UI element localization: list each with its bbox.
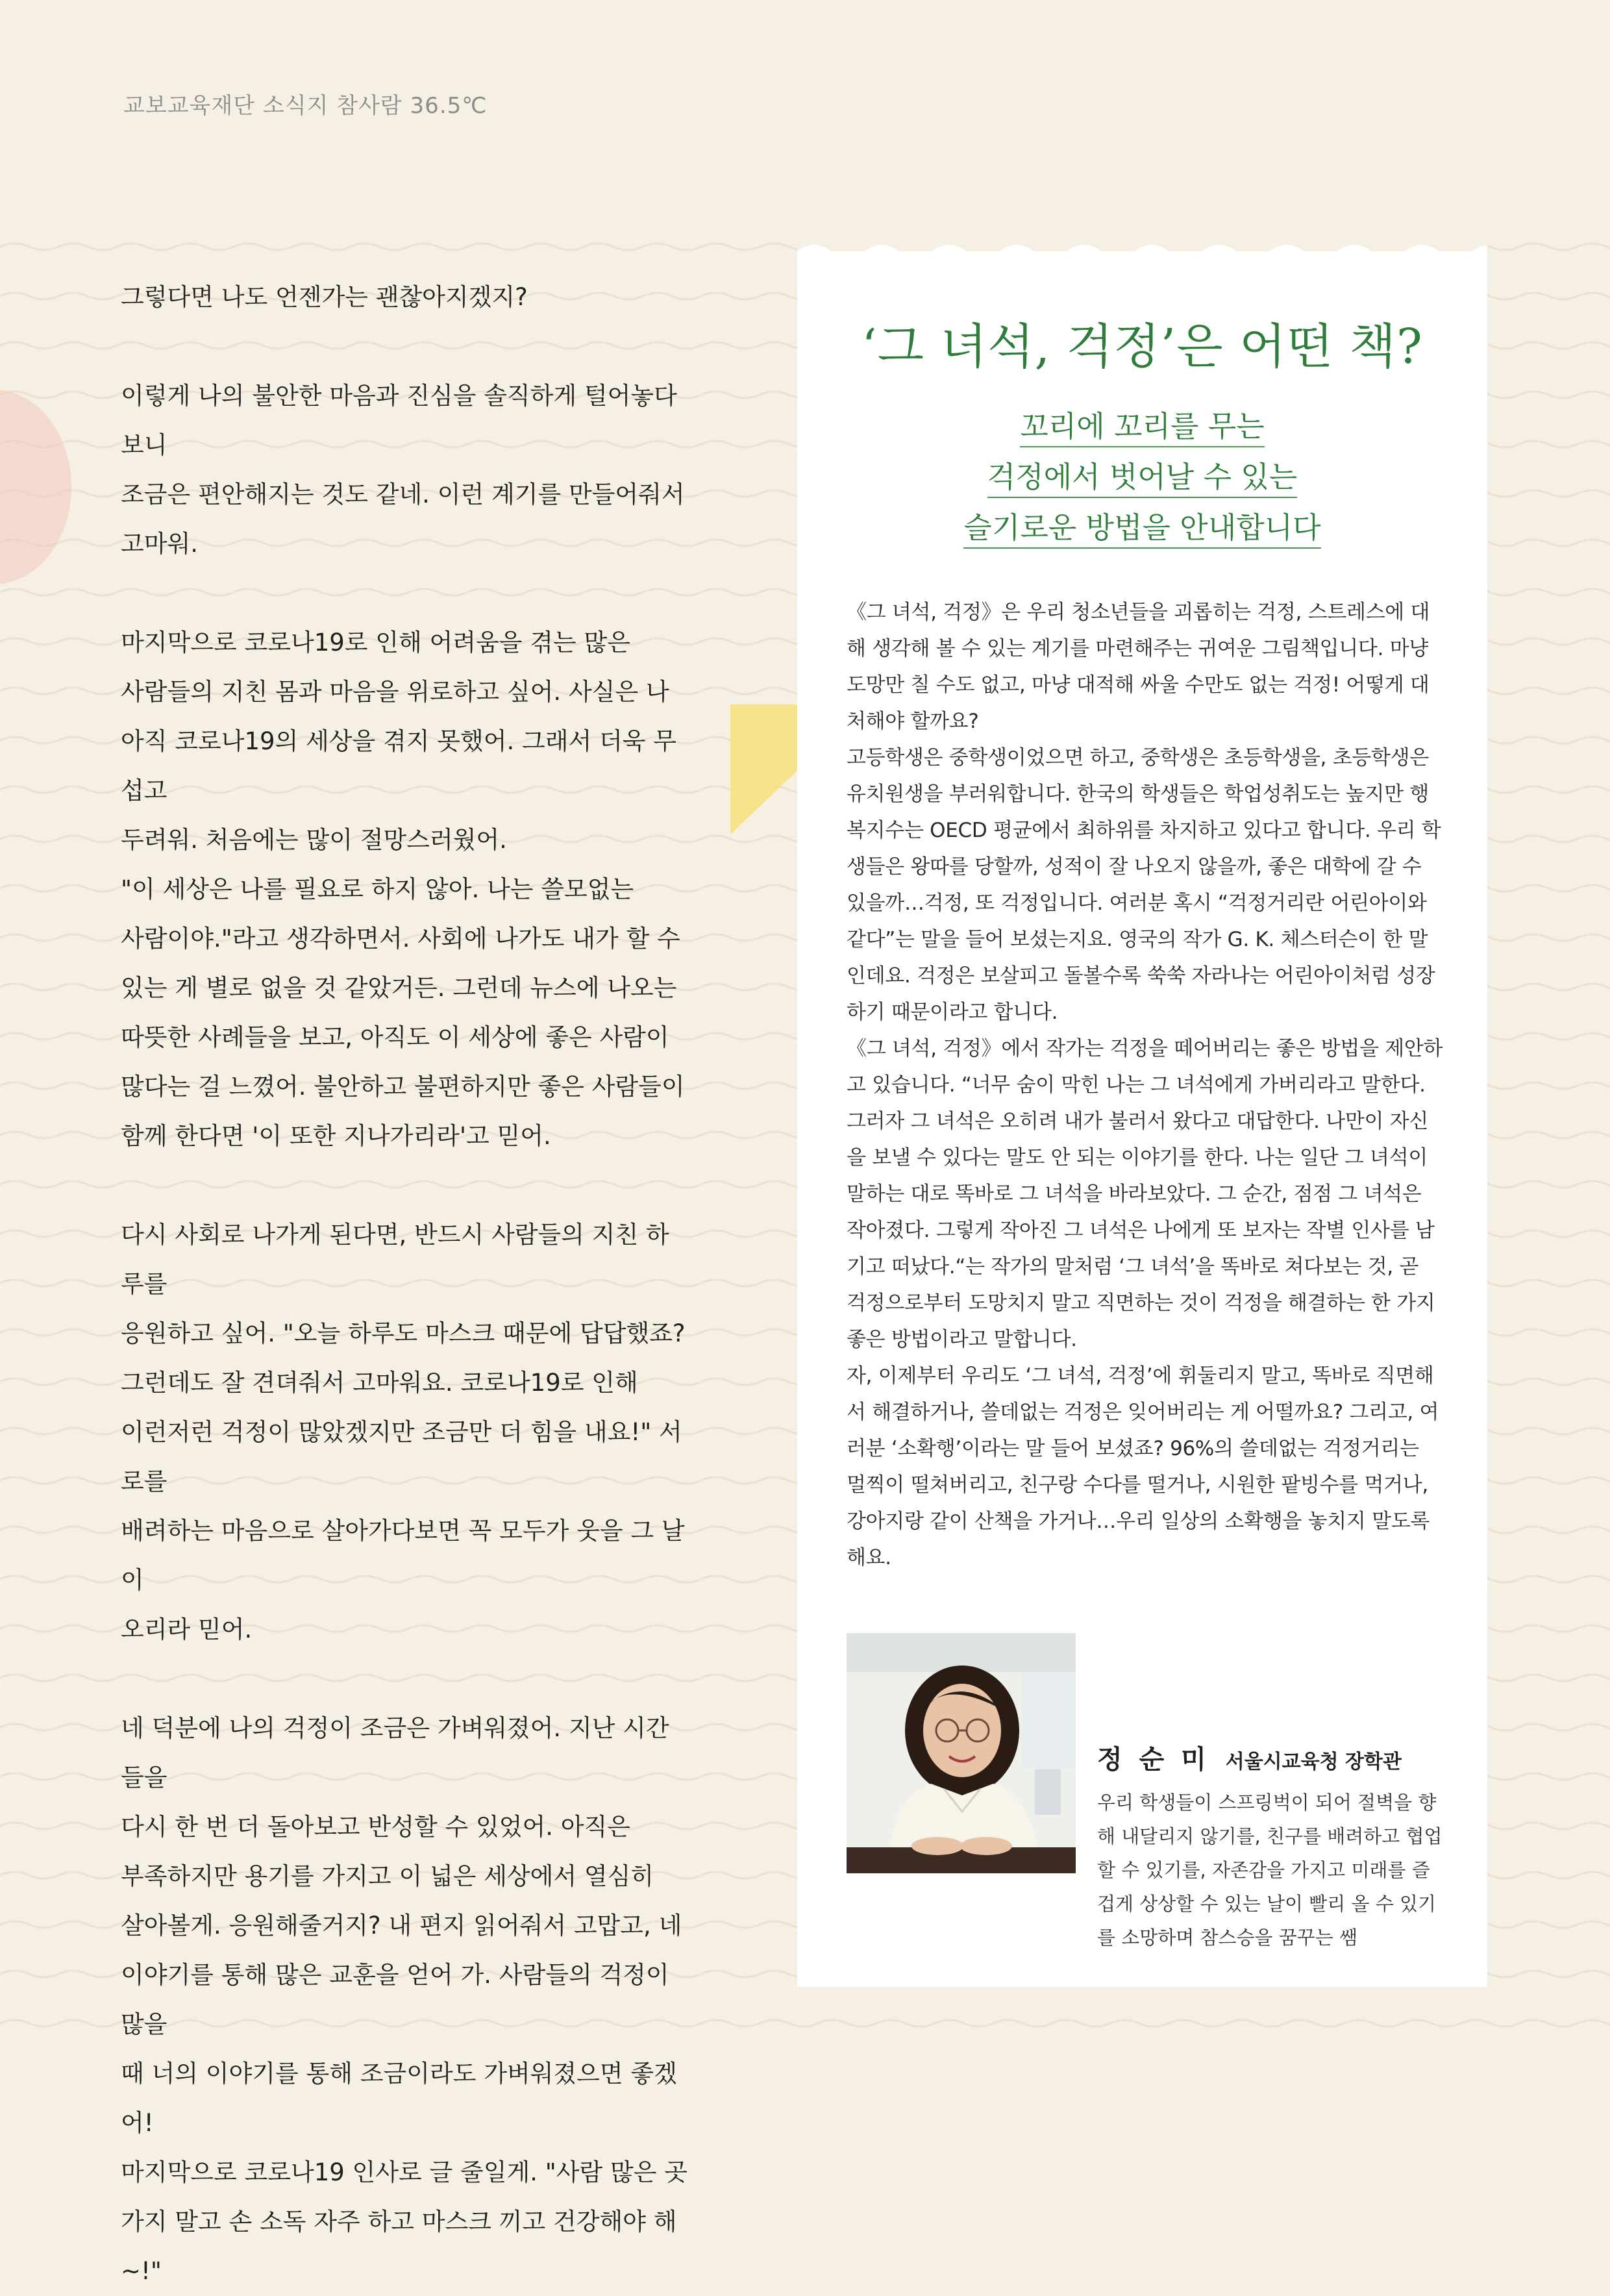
letter-paragraph: 이렇게 나의 불안한 마음과 진심을 솔직하게 털어놓다보니 조금은 편안해지는 것도 같네. 이런 계기를 만들어줘서 고마워.: [121, 382, 685, 558]
book-info-panel: [797, 243, 1487, 1987]
letter-paragraph: 네 덕분에 나의 걱정이 조금은 가벼워졌어. 지난 시간들을 다시 한 번 더 돌아보고 반성할 수 있었어. 아직은 부족하지만 용기를 가지고 이 넓은 세상에서 열심히 살아볼게. 응원해줄거지? 내 편지 읽어줘서 고맙고, 네 이야기를 통해 많은 교훈을 얻어 가. 사람들의 걱정이 많을 때 너의 이야기를 통해 조금이라도 가벼워졌으면 좋겠어! 마지막으로 코로나19 인사로 글 줄일게. "사람 많은 곳 가지 말고 손 소독 자주 하고 마스크 끼고 건강해야 해~!": [121, 1714, 688, 2285]
letter-text: [121, 273, 692, 2296]
author-description: 우리 학생들이 스프링벅이 되어 절벽을 향해 내달리지 않기를, 친구를 배려하고 협업할 수 있기를, 자존감을 가지고 미래를 즐겁게 상상할 수 있는 날이 빨리 올 수 있기를 소망하며 참스승을 꿈꾸는 쌤: [1097, 1791, 1443, 1949]
letter-paragraph: 그렇다면 나도 언젠가는 괜찮아지겠지?: [121, 283, 528, 311]
description-paragraph: 《그 녀석, 걱정》에서 작가는 걱정을 떼어버리는 좋은 방법을 제안하고 있습니다. “너무 숨이 막힌 나는 그 녀석에게 가버리라고 말한다. 그러자 그 녀석은 오히려 내가 불러서 왔다고 대답한다. 나만이 자신을 보낼 수 있다는 말도 안 되는 이야기를 한다. 나는 일단 그 녀석이 말하는 대로 똑바로 그 녀석을 바라보았다. 그 순간, 점점 그 녀석은 작아졌다. 그렇게 작아진 그 녀석은 나에게 또 보자는 작별 인사를 남기고 떠났다.“는 작가의 말처럼 ‘그 녀석’을 똑바로 쳐다보는 것, 곧 걱정으로부터 도망치지 말고 직면하는 것이 걱정을 해결하는 한 가지 좋은 방법이라고 말합니다.: [847, 1037, 1443, 1351]
subtitle-line: 슬기로운 방법을 안내합니다: [963, 512, 1320, 549]
letter-paragraph: 마지막으로 코로나19로 인해 어려움을 겪는 많은 사람들의 지친 몸과 마음을 위로하고 싶어. 사실은 나 아직 코로나19의 세상을 겪지 못했어. 그래서 더욱 무섭고 두려워. 처음에는 많이 절망스러웠어. "이 세상은 나를 필요로 하지 않아. 나는 쓸모없는 사람이야."라고 생각하면서. 사회에 나가도 내가 할 수 있는 게 별로 없을 것 같았거든. 그런데 뉴스에 나오는 따뜻한 사례들을 보고, 아직도 이 세상에 좋은 사람이 많다는 걸 느꼈어. 불안하고 불편하지만 좋은 사람들이 함께 한다면 '이 또한 지나가리라'고 믿어.: [121, 629, 685, 1150]
author-portrait-illustration: [847, 1633, 1076, 1873]
description-paragraph: 고등학생은 중학생이었으면 하고, 중학생은 초등학생을, 초등학생은 유치원생을 부러워합니다. 한국의 학생들은 학업성취도는 높지만 행복지수는 OECD 평균에서 최하위를 차지하고 있다고 합니다. 우리 학생들은 왕따를 당할까, 성적이 잘 나오지 않을까, 좋은 대학에 갈 수 있을까…걱정, 또 걱정입니다. 여러분 혹시 “걱정거리란 어린아이와 같다”는 말을 들어 보셨는지요. 영국의 작가 G. K. 체스터슨이 한 말인데요. 걱정은 보살피고 돌볼수록 쑥쑥 자라나는 어린아이처럼 성장하기 때문이라고 합니다.: [847, 746, 1441, 1024]
subtitle-line: 꼬리에 꼬리를 무는: [1020, 411, 1264, 447]
magazine-header: 교보교육재단 소식지 참사람 36.5℃: [123, 93, 488, 119]
author-name: 정 순 미: [1097, 1745, 1210, 1775]
author-photo: [847, 1633, 1076, 1873]
subtitle-line: 걱정에서 벗어날 수 있는: [987, 462, 1298, 498]
author-title: 서울시교육청 장학관: [1225, 1751, 1402, 1773]
letter-paragraph: 다시 사회로 나가게 된다면, 반드시 사람들의 지친 하루를 응원하고 싶어. "오늘 하루도 마스크 때문에 답답했죠? 그런데도 잘 견뎌줘서 고마워요. 코로나19로 인해 이런저런 걱정이 많았겠지만 조금만 더 힘을 내요!" 서로를 배려하는 마음으로 살아가다보면 꼭 모두가 웃을 그 날이 오리라 믿어.: [121, 1221, 686, 1643]
author-name-line: [1097, 1739, 1402, 1776]
book-subtitle: [797, 411, 1487, 563]
description-paragraph: 《그 녀석, 걱정》은 우리 청소년들을 괴롭히는 걱정, 스트레스에 대해 생각해 볼 수 있는 계기를 마련해주는 귀여운 그림책입니다. 마냥 도망만 칠 수도 없고, 마냥 대적해 싸울 수만도 없는 걱정! 어떻게 대처해야 할까요?: [847, 601, 1430, 733]
book-question-title: ‘그 녀석, 걱정’은 어떤 책?: [861, 319, 1423, 375]
description-paragraph: 자, 이제부터 우리도 ‘그 녀석, 걱정’에 휘둘리지 말고, 똑바로 직면해서 해결하거나, 쓸데없는 걱정은 잊어버리는 게 어떨까요? 그리고, 여러분 ‘소확행’이라는 말 들어 보셨죠? 96%의 쓸데없는 걱정거리는 멀찍이 떨쳐버리고, 친구랑 수다를 떨거나, 시원한 팥빙수를 먹거나, 강아지랑 같이 산책을 가거나…우리 일상의 소확행을 놓치지 말도록 해요.: [847, 1364, 1439, 1569]
panel-wavy-top-edge: [797, 238, 1487, 264]
book-description: [847, 594, 1444, 1576]
